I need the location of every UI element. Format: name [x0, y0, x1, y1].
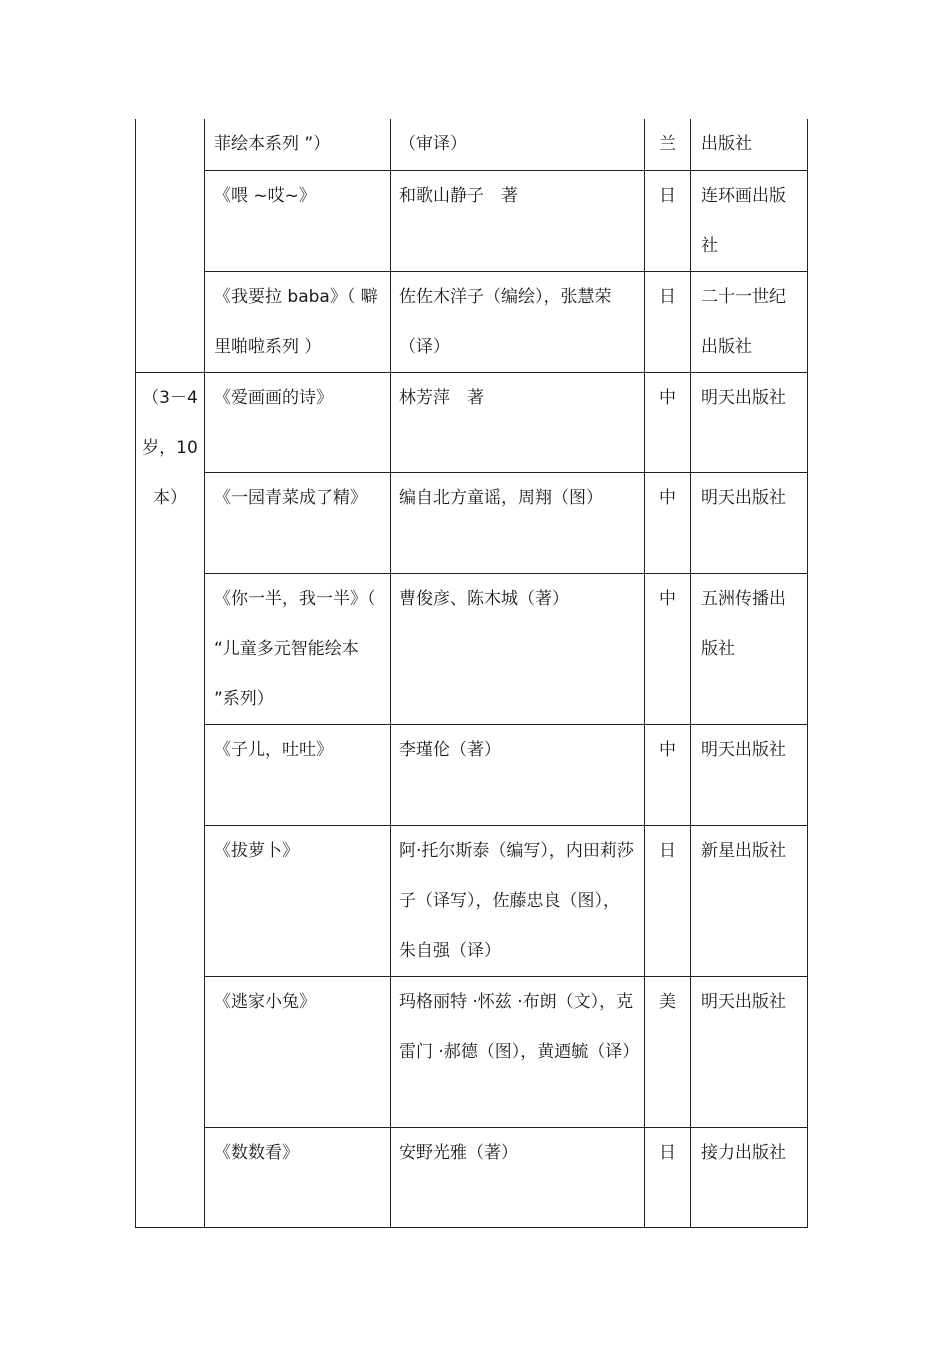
age-group-cell-empty	[136, 119, 205, 372]
book-author: 曹俊彦、陈木城（著）	[391, 573, 645, 724]
book-country: 日	[645, 1127, 691, 1227]
book-publisher: 五洲传播出版社	[691, 573, 808, 724]
book-publisher: 明天出版社	[691, 372, 808, 472]
book-publisher: 接力出版社	[691, 1127, 808, 1227]
age-group-label: （3－4岁，10本）	[136, 372, 205, 1227]
table-row	[136, 1127, 808, 1227]
book-title: 《数数看》	[205, 1127, 391, 1227]
table-row	[136, 372, 808, 472]
book-country: 中	[645, 724, 691, 825]
book-title: 《一园青菜成了精》	[205, 472, 391, 573]
book-author: 编自北方童谣，周翔（图）	[391, 472, 645, 573]
table-row	[136, 472, 808, 573]
book-publisher: 出版社	[691, 119, 808, 170]
table-row	[136, 724, 808, 825]
book-country: 中	[645, 372, 691, 472]
book-country: 美	[645, 976, 691, 1127]
book-author: 安野光雅（著）	[391, 1127, 645, 1227]
book-author: 玛格丽特 ·怀兹 ·布朗（文），克雷门 ·郝德（图），黄迺毓（译）	[391, 976, 645, 1127]
table-row	[136, 119, 808, 170]
book-country: 中	[645, 472, 691, 573]
book-title: 《爱画画的诗》	[205, 372, 391, 472]
book-country: 日	[645, 271, 691, 372]
table-row	[136, 271, 808, 372]
book-title: 《你一半，我一半》（ “儿童多元智能绘本 ”系列）	[205, 573, 391, 724]
book-publisher: 二十一世纪出版社	[691, 271, 808, 372]
book-author: 阿·托尔斯泰（编写），内田莉莎子（译写），佐藤忠良（图），朱自强（译）	[391, 825, 645, 976]
book-author: 李瑾伦（著）	[391, 724, 645, 825]
book-author: 佐佐木洋子（编绘），张慧荣（译）	[391, 271, 645, 372]
book-publisher: 明天出版社	[691, 724, 808, 825]
book-country: 日	[645, 825, 691, 976]
table-row	[136, 573, 808, 724]
book-title: 《喂 ~哎~》	[205, 170, 391, 271]
book-publisher: 连环画出版社	[691, 170, 808, 271]
book-title: 《我要拉 baba》（ 噼里啪啦系列 ）	[205, 271, 391, 372]
book-title: 《逃家小兔》	[205, 976, 391, 1127]
table-row	[136, 976, 808, 1127]
book-title: 菲绘本系列 ”）	[205, 119, 391, 170]
book-publisher: 明天出版社	[691, 472, 808, 573]
book-author: 和歌山静子 著	[391, 170, 645, 271]
book-country: 兰	[645, 119, 691, 170]
book-list-table	[135, 119, 808, 1228]
book-title: 《拔萝卜》	[205, 825, 391, 976]
book-publisher: 明天出版社	[691, 976, 808, 1127]
book-publisher: 新星出版社	[691, 825, 808, 976]
book-author: 林芳萍 著	[391, 372, 645, 472]
book-country: 中	[645, 573, 691, 724]
book-title: 《子儿，吐吐》	[205, 724, 391, 825]
book-country: 日	[645, 170, 691, 271]
table-row	[136, 170, 808, 271]
table-row	[136, 825, 808, 976]
book-author: （审译）	[391, 119, 645, 170]
